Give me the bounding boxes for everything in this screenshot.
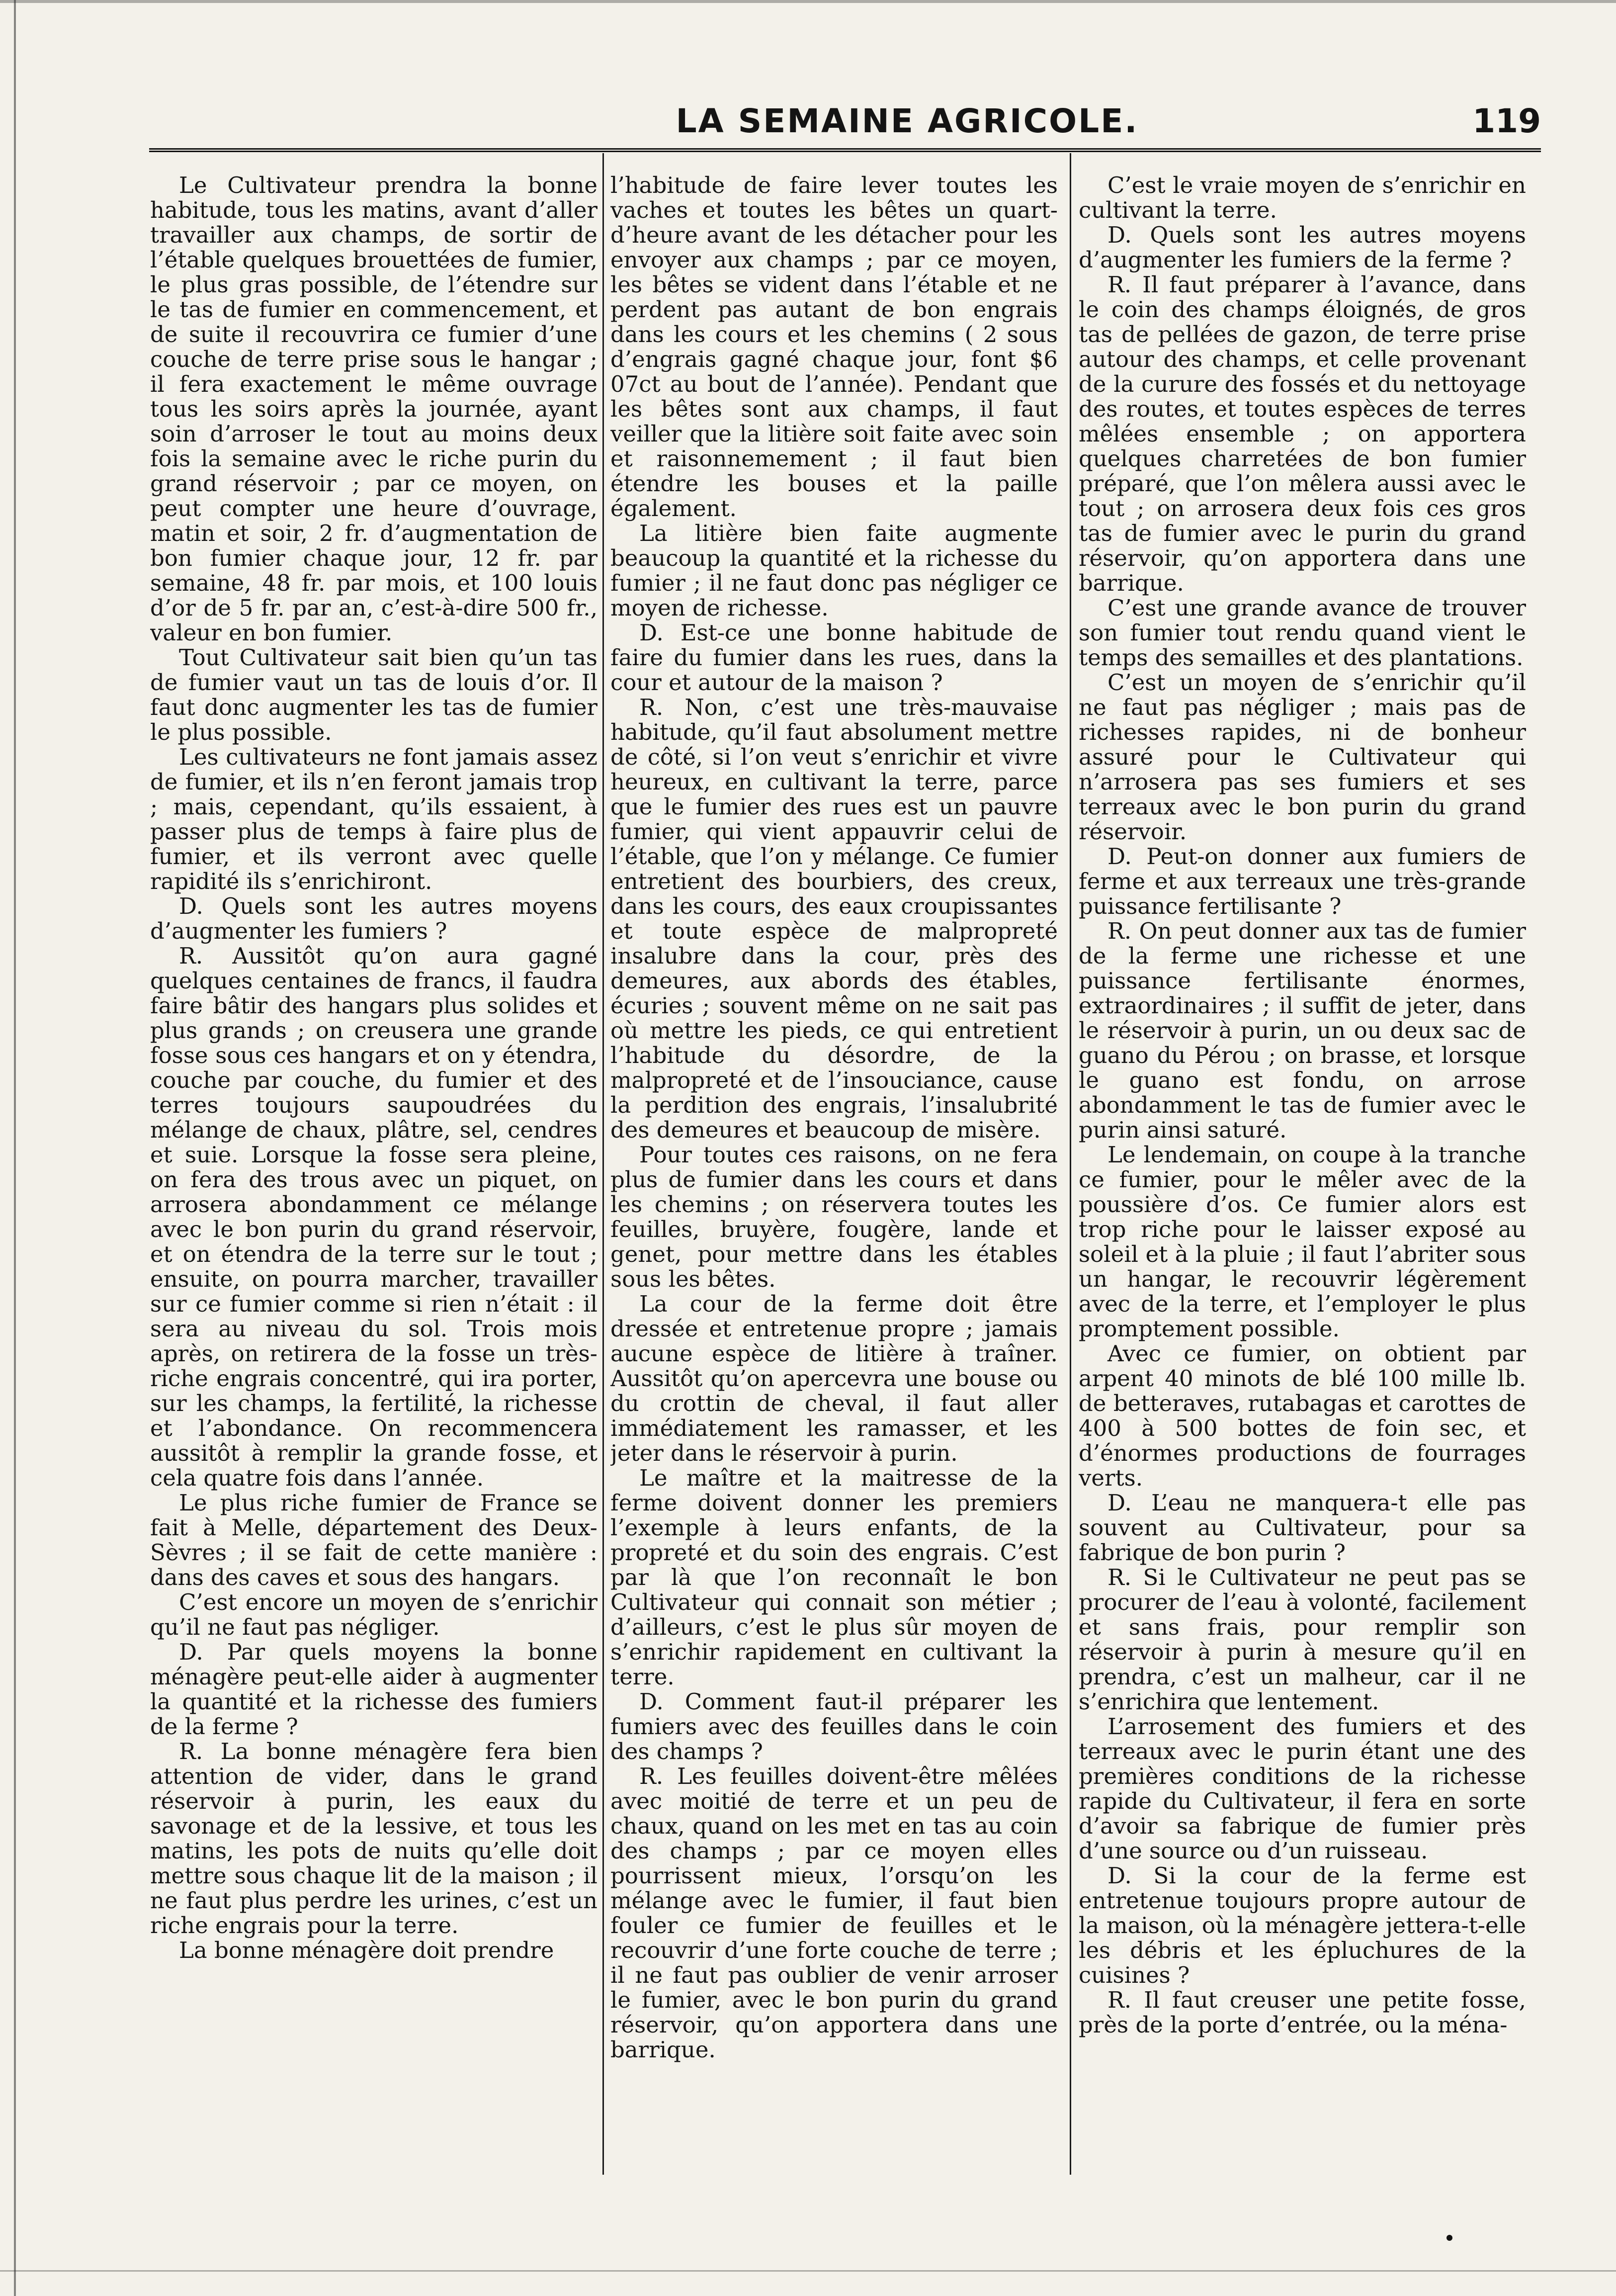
paragraph: La bonne ménagère doit prendre [179,1937,554,1963]
ink-dot [1446,2235,1452,2241]
question: D. L’eau ne manquera-t elle pas souvent au Cultivateur, pour sa fabrique de bon purin ? [1079,1490,1526,1566]
question: D. Si la cour de la ferme est entretenue toujours propre autour de la maison, où la ménagère jettera-t-elle les débris et les épluchures de la cuisines ? [1079,1862,1526,1988]
running-title: LA SEMAINE AGRICOLE. [676,102,1139,140]
column-divider [602,153,604,2175]
answer: R. Les feuilles doivent-être mêlées avec moitié de terre et un peu de chaux, quand on les met en tas au coin des champs ; par ce moyen elles pourrissent mieux, l’orsqu’on les mélange avec le fumier, il faut bien fouler ce fumier de feuilles et le recouvrir d’une forte couche de terre ; il ne faut pas oublier de venir arroser le fumier, avec le bon purin du grand réservoir, qu’on apportera dans une barrique. [610,1763,1058,2063]
paragraph: C’est le vraie moyen de s’enrichir en cultivant la terre. [1079,173,1526,223]
paragraph: Tout Cultivateur sait bien qu’un tas de fumier vaut un tas de louis d’or. Il faut donc augmenter les tas de fumier le plus possible. [150,644,597,745]
question: D. Par quels moyens la bonne ménagère peut-elle aider à augmenter la quantité et la richesse des fumiers de la ferme ? [150,1639,597,1740]
text-column-2 [610,173,1058,2177]
paragraph: Le lendemain, on coupe à la tranche ce fumier, pour le mêler avec de la poussière d’os. Ce fumier alors est trop riche pour le laisser exposé au soleil et à la pluie ; il faut l’abriter sous un hangar, le recouvrir légèrement avec de la terre, et l’employer le plus promptement possible. [1079,1142,1526,1342]
question: D. Comment faut-il préparer les fumiers avec des feuilles dans le coin des champs ? [610,1688,1058,1765]
paragraph: Le Cultivateur prendra la bonne habitude, tous les matins, avant d’aller travailler aux champs, de sortir de l’étable quelques brouettées de fumier, le plus gras possible, de l’étendre sur le tas de fumier en commencement, et de suite il recouvrira ce fumier d’une couche de terre prise sous le hangar ; il fera exactement le même ouvrage tous les soirs après la journée, ayant soin d’arroser le tout au moins deux fois la semaine avec le riche purin du grand réservoir ; par ce moyen, on peut compter une heure d’ouvrage, matin et soir, 2 fr. d’augmentation de bon fumier chaque jour, 12 fr. par semaine, 48 fr. par mois, et 100 louis d’or de 5 fr. par an, c’est-à-dire 500 fr., valeur en bon fumier. [150,173,597,646]
question: D. Quels sont les autres moyens d’augmenter les fumiers de la ferme ? [1079,222,1526,273]
column-divider [1070,153,1071,2175]
scan-left-edge [14,0,16,2296]
paragraph: La cour de la ferme doit être dressée et entretenue propre ; jamais aucune espèce de litière à traîner. Aussitôt qu’on apercevra une bouse ou du crottin de cheval, il faut aller immédiatement les ramasser, et les jeter dans le réservoir à purin. [610,1291,1058,1466]
answer: R. La bonne ménagère fera bien attention de vider, dans le grand réservoir à purin, les eaux du savonage et de la lessive, et tous les matins, les pots de nuits qu’elle doit mettre sous chaque lit de la maison ; il ne faut plus perdre les urines, c’est un riche engrais pour la terre. [150,1738,597,1939]
text-column-1 [150,173,597,2177]
paragraph: Les cultivateurs ne font jamais assez de fumier, et ils n’en feront jamais trop ; mais, cependant, qu’ils essaient, à passer plus de temps à faire plus de fumier, et ils verront avec quelle rapidité ils s’enrichiront. [150,744,597,894]
question: D. Peut-on donner aux fumiers de ferme et aux terreaux une très-grande puissance fertilisante ? [1079,843,1526,919]
paragraph: C’est encore un moyen de s’enrichir qu’il ne faut pas négliger. [150,1589,597,1640]
scan-top-edge [0,0,1616,3]
text-column-3 [1079,173,1526,2177]
paragraph: C’est une grande avance de trouver son fumier tout rendu quand vient le temps des semailles et des plantations. [1079,595,1526,671]
answer: R. Il faut creuser une petite fosse, près de la porte d’entrée, ou la ména- [1079,1987,1526,2038]
answer: R. On peut donner aux tas de fumier de la ferme une richesse et une puissance fertilisante énormes, extraordinaires ; il suffit de jeter, dans le réservoir à purin, un ou deux sac de guano du Pérou ; on brasse, et lorsque le guano est fondu, on arrose abondamment le tas de fumier avec le purin ainsi saturé. [1079,918,1526,1143]
answer: R. Aussitôt qu’on aura gagné quelques centaines de francs, il faudra faire bâtir des hangars plus solides et plus grands ; on creusera une grande fosse sous ces hangars et on y étendra, couche par couche, du fumier et des terres toujours saupoudrées du mélange de chaux, plâtre, sel, cendres et suie. Lorsque la fosse sera pleine, on fera des trous avec un piquet, on arrosera abondamment ce mélange avec le bon purin du grand réservoir, et on étendra de la terre sur le tout ; ensuite, on pourra marcher, travailler sur ce fumier comme si rien n’était : il sera au niveau du sol. Trois mois après, on retirera de la fosse un très-riche engrais concentré, qui ira porter, sur les champs, la fertilité, la richesse et l’abondance. On recommencera aussitôt à remplir la grande fosse, et cela quatre fois dans l’année. [150,943,597,1491]
question: D. Quels sont les autres moyens d’augmenter les fumiers ? [150,893,597,944]
scan-bottom-edge [0,2270,1616,2272]
paragraph: Avec ce fumier, on obtient par arpent 40 minots de blé 100 mille lb. de betteraves, rutabagas et carottes de 400 à 500 bottes de foin sec, et d’énormes productions de fourrages verts. [1079,1340,1526,1491]
paragraph: La litière bien faite augmente beaucoup la quantité et la richesse du fumier ; il ne faut donc pas négliger ce moyen de richesse. [610,520,1058,621]
paragraph: Le plus riche fumier de France se fait à Melle, département des Deux-Sèvres ; il se fait de cette manière : dans des caves et sous des hangars. [150,1490,597,1590]
header-rule [149,148,1541,152]
page-number: 119 [1472,102,1541,140]
answer: R. Non, c’est une très-mauvaise habitude, qu’il faut absolument mettre de côté, si l’on veut s’enrichir et vivre heureux, en cultivant la terre, parce que le fumier des rues est un pauvre fumier, qui vient appauvrir celui de l’étable, que l’on y mélange. Ce fumier entretient des bourbiers, des creux, dans les cours, des eaux croupissantes et toute espèce de malpropreté insalubre dans la cour, près des demeures, aux abords des étables, écuries ; souvent même on ne sait pas où mettre les pieds, ce qui entretient l’habitude du désordre, de la malpropreté et de l’insouciance, cause la perdition des engrais, l’insalubrité des demeures et beaucoup de misère. [610,694,1058,1143]
answer: R. Si le Cultivateur ne peut pas se procurer de l’eau à volonté, facilement et sans frais, pour remplir son réservoir à purin à mesure qu’il en prendra, c’est un malheur, car il ne s’enrichira que lentement. [1079,1564,1526,1715]
paragraph: Le maître et la maitresse de la ferme doivent donner les premiers l’exemple à leurs enfants, de la propreté et du soin des engrais. C’est par là que l’on reconnaît le bon Cultivateur qui connait son métier ; d’ailleurs, c’est le plus sûr moyen de s’enrichir rapidement en cultivant la terre. [610,1465,1058,1690]
paragraph: C’est un moyen de s’enrichir qu’il ne faut pas négliger ; mais pas de richesses rapides, ni de bonheur assuré pour le Cultivateur qui n’arrosera pas ses fumiers et ses terreaux avec le bon purin du grand réservoir. [1079,669,1526,845]
answer: R. Il faut préparer à l’avance, dans le coin des champs éloignés, de gros tas de pellées de gazon, de terre prise autour des champs, et celle provenant de la curure des fossés et du nettoyage des routes, et toutes espèces de terres mêlées ensemble ; on apportera quelques charretées de bon fumier préparé, que l’on mêlera aussi avec le tout ; on arrosera deux fois ces gros tas de fumier avec le purin du grand réservoir, qu’on apportera dans une barrique. [1079,271,1526,596]
page-header [149,102,1541,147]
paragraph: L’arrosement des fumiers et des terreaux avec le purin étant une des premières conditions de la richesse rapide du Cultivateur, il fera en sorte d’avoir sa fabrique de fumier près d’une source ou d’un ruisseau. [1079,1713,1526,1864]
question: D. Est-ce une bonne habitude de faire du fumier dans les rues, dans la cour et autour de la maison ? [610,619,1058,696]
paragraph-continued: l’habitude de faire lever toutes les vaches et toutes les bêtes un quart-d’heure avant de les détacher pour les envoyer aux champs ; par ce moyen, les bêtes se vident dans l’étable et ne perdent pas autant de bon engrais dans les cours et les chemins ( 2 sous d’engrais gagné chaque jour, font $6 07ct au bout de l’année). Pendant que les bêtes sont aux champs, il faut veiller que la litière soit faite avec soin et raisonnemement ; il faut bien étendre les bouses et la paille également. [610,173,1058,522]
paragraph: Pour toutes ces raisons, on ne fera plus de fumier dans les cours et dans les chemins ; on réservera toutes les feuilles, bruyère, fougère, lande et genet, pour mettre dans les étables sous les bêtes. [610,1142,1058,1292]
